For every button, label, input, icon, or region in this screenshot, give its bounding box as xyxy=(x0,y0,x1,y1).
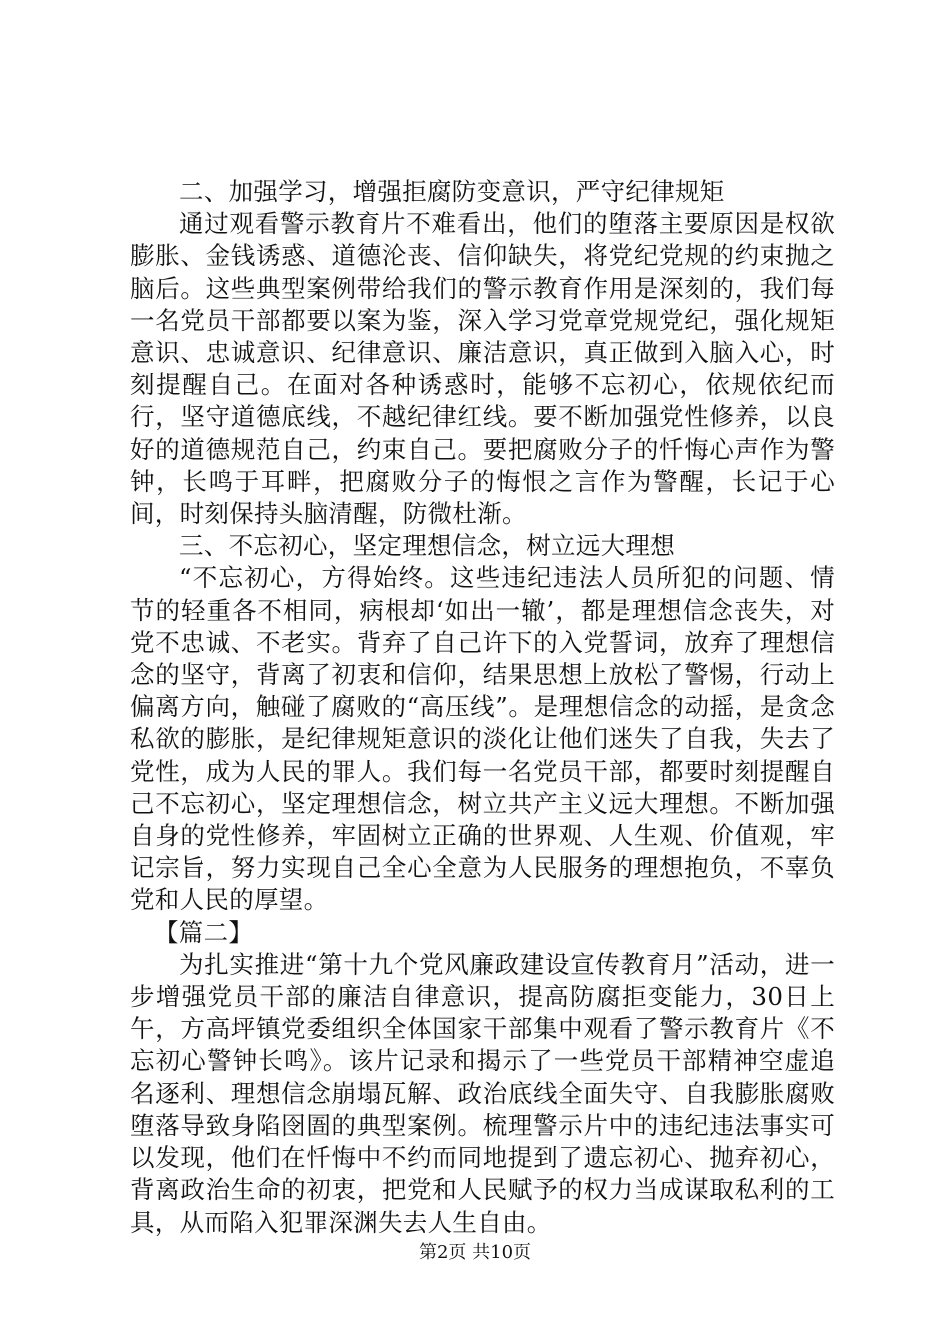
document-body xyxy=(130,176,835,1239)
paragraph-discipline: 通过观看警示教育片不难看出，他们的堕落主要原因是权欲膨胀、金钱诱惑、道德沦丧、信仰缺失，将党纪党规的约束抛之脑后。这些典型案例带给我们的警示教育作用是深刻的，我们每一名党员干部都要以案为鉴，深入学习党章党规党纪，强化规矩意识、忠诚意识、纪律意识、廉洁意识，真正做到入脑入心，时刻提醒自己。在面对各种诱惑时，能够不忘初心，依规依纪而行，坚守道德底线，不越纪律红线。要不断加强党性修养，以良好的道德规范自己，约束自己。要把腐败分子的忏悔心声作为警钟，长鸣于耳畔，把腐败分子的悔恨之言作为警醒，长记于心间，时刻保持头脑清醒，防微杜渐。 xyxy=(130,209,835,529)
section-marker-part-two: 【篇二】 xyxy=(154,917,254,947)
section-heading-three: 三、不忘初心，坚定理想信念，树立远大理想 xyxy=(179,531,675,561)
paragraph-warning-film: 为扎实推进“第十九个党风廉政建设宣传教育月”活动，进一步增强党员干部的廉洁自律意识，提高防腐拒变能力，30日上午，方高坪镇党委组织全体国家干部集中观看了警示教育片《不忘初心警钟长鸣》。该片记录和揭示了一些党员干部精神空虚追名逐利、理想信念崩塌瓦解、政治底线全面失守、自我膨胀腐败堕落导致身陷囹圄的典型案例。梳理警示片中的违纪违法事实可以发现，他们在忏悔中不约而同地提到了遗忘初心、抛弃初心，背离政治生命的初衷，把党和人民赋予的权力当成谋取私利的工具，从而陷入犯罪深渊失去人生自由。 xyxy=(130,949,835,1237)
section-heading-two: 二、加强学习，增强拒腐防变意识，严守纪律规矩 xyxy=(179,177,725,206)
paragraph-ideals: “不忘初心，方得始终。这些违纪违法人员所犯的问题、情节的轻重各不相同，病根却‘如出一辙’，都是理想信念丧失，对党不忠诚、不老实。背弃了自己许下的入党誓词，放弃了理想信念的坚守，背离了初衷和信仰，结果思想上放松了警惕，行动上偏离方向，触碰了腐败的“高压线”。是理想信念的动摇，是贪念私欲的膨胀，是纪律规矩意识的淡化让他们迷失了自我，失去了党性，成为人民的罪人。我们每一名党员干部，都要时刻提醒自己不忘初心，坚定理想信念，树立共产主义远大理想。不断加强自身的党性修养，牢固树立正确的世界观、人生观、价值观，牢记宗旨，努力实现自己全心全意为人民服务的理想抱负，不辜负党和人民的厚望。 xyxy=(130,563,835,915)
page-number-footer: 第2页 共10页 xyxy=(418,1242,532,1263)
